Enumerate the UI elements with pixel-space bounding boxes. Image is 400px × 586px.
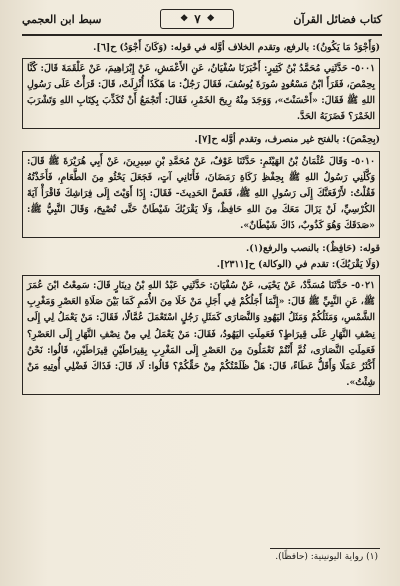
ornament-icon: ❖ <box>180 14 189 24</box>
ornament-icon: ❖ <box>206 14 215 24</box>
footnote: (١) رواية اليونينية: (حافظًا). <box>275 552 378 562</box>
commentary-note: (وَأَجْوَدُ مَا يَكُونُ): بالرفع، وتقدم الخلاف أوَّله في قوله: (وَكَانَ أَجْوَدُ) ح[٦]. <box>93 42 380 53</box>
author-name: سبط ابن العجمي <box>22 12 102 26</box>
book-title: كتاب فضائل القرآن <box>293 12 382 26</box>
footnote-separator <box>270 548 380 549</box>
commentary-note: (بِحِمْصَ): بالفتح غير منصرف، وتقدم أوَّله ح[٧]. <box>194 134 380 146</box>
hadith-block <box>22 275 380 395</box>
hadith-text: ٥٠٢١- حَدَّثَنَا مُسَدَّدٌ، عَنْ يَحْيَى، عَنْ سُفْيَانَ: حَدَّثَنِي عَبْدُ اللهِ بْنُ دِينَارٍ قَالَ: سَمِعْتُ ابْنَ عُمَرَ ﷺ، عَنِ النَّبِيِّ ﷺ قَالَ: «إِنَّمَا أَجَلُكُمْ فِي أَجَلِ مَنْ خَلَا مِنَ الأُمَمِ كَمَا بَيْنَ صَلَاةِ العَصْرِ وَمَغْرِبِ الشَّمْسِ، وَمَثَلُكُمْ وَمَثَلُ اليَهُودِ وَالنَّصَارَى كَمَثَلِ رَجُلٍ اسْتَعْمَلَ عُمَّالًا، فَقَالَ: مَنْ يَعْمَلُ لِي إِلَى نِصْفِ النَّهَارِ عَلَى قِيرَاطٍ؟ فَعَمِلَتِ اليَهُودُ، فَقَالَ: مَنْ يَعْمَلُ لِي مِنْ نِصْفِ النَّهَارِ إِلَى العَصْرِ؟ فَعَمِلَتِ النَّصَارَى، ثُمَّ أَنْتُمْ تَعْمَلُونَ مِنَ العَصْرِ إِلَى المَغْرِبِ بِقِيرَاطَيْنِ قِيرَاطَيْنِ، قَالُوا: نَحْنُ أَكْثَرُ عَمَلًا وَأَقَلُّ عَطَاءً، قَالَ: هَلْ ظَلَمْتُكُمْ مِنْ حَقِّكُمْ؟ قَالُوا: لَا، قَالَ: فَذَاكَ فَضْلِي أُوتِيهِ مَنْ شِئْتُ». <box>27 280 375 388</box>
hadith-block <box>22 58 380 129</box>
running-header <box>22 4 382 36</box>
page-number: ٧ <box>194 12 201 26</box>
hadith-text: ٥٠١٠- وَقَالَ عُثْمَانُ بْنُ الهَيْثَمِ: حَدَّثَنَا عَوْفٌ، عَنْ مُحَمَّدِ بْنِ سِيرِينَ، عَنْ أَبِي هُرَيْرَةَ ﷺ قَالَ: وَكَّلَنِي رَسُولُ اللهِ ﷺ بِحِفْظِ زَكَاةِ رَمَضَانَ، فَأَتَانِي آتٍ، فَجَعَلَ يَحْثُو مِنَ الطَّعَامِ، فَأَخَذْتُهُ فَقُلْتُ: لأَرْفَعَنَّكَ إِلَى رَسُولِ اللهِ ﷺ، فَقَصَّ الحَدِيثَ- فَقَالَ: إِذَا أَوَيْتَ إِلَى فِرَاشِكَ فَاقْرَأْ آيَةَ الكُرْسِيِّ، لَنْ يَزَالَ مَعَكَ مِنَ اللهِ حَافِظٌ، وَلَا يَقْرَبُكَ شَيْطَانٌ حَتَّى تُصْبِحَ، وَقَالَ النَّبِيُّ ﷺ: «صَدَقَكَ وَهُوَ كَذُوبٌ، ذَاكَ شَيْطَانٌ». <box>27 155 375 231</box>
hadith-text: ٥٠٠١- حَدَّثَنِي مُحَمَّدُ بْنُ كَثِيرٍ: أَخْبَرَنَا سُفْيَانُ، عَنِ الأَعْمَشِ، عَنْ إِبْرَاهِيمَ، عَنْ عَلْقَمَةَ قَالَ: كُنَّا بِحِمْصَ، فَقَرَأَ ابْنُ مَسْعُودٍ سُورَةَ يُوسُفَ، فَقَالَ رَجُلٌ: مَا هَكَذَا أُنْزِلَتْ، قَالَ: قَرَأْتُ عَلَى رَسُولِ اللهِ ﷺ فَقَالَ: «أَحْسَنْتَ»، وَوَجَدَ مِنْهُ رِيحَ الخَمْرِ، فَقَالَ: أَتَجْمَعُ أَنْ تُكَذِّبَ بِكِتَابِ اللهِ وَتَشْرَبَ الخَمْرَ؟ فَضَرَبَهُ الحَدَّ. <box>27 63 375 123</box>
page-number-box <box>160 9 234 29</box>
page-body <box>22 40 380 398</box>
commentary-note: قوله: (حَافِظٌ): بالنصب والرفع(١). <box>246 243 380 255</box>
hadith-block <box>22 151 380 238</box>
commentary-note: (وَلَا يَقْرَبُكَ): تقدم في (الوكالة) ح[٢٣١١]. <box>216 259 380 271</box>
